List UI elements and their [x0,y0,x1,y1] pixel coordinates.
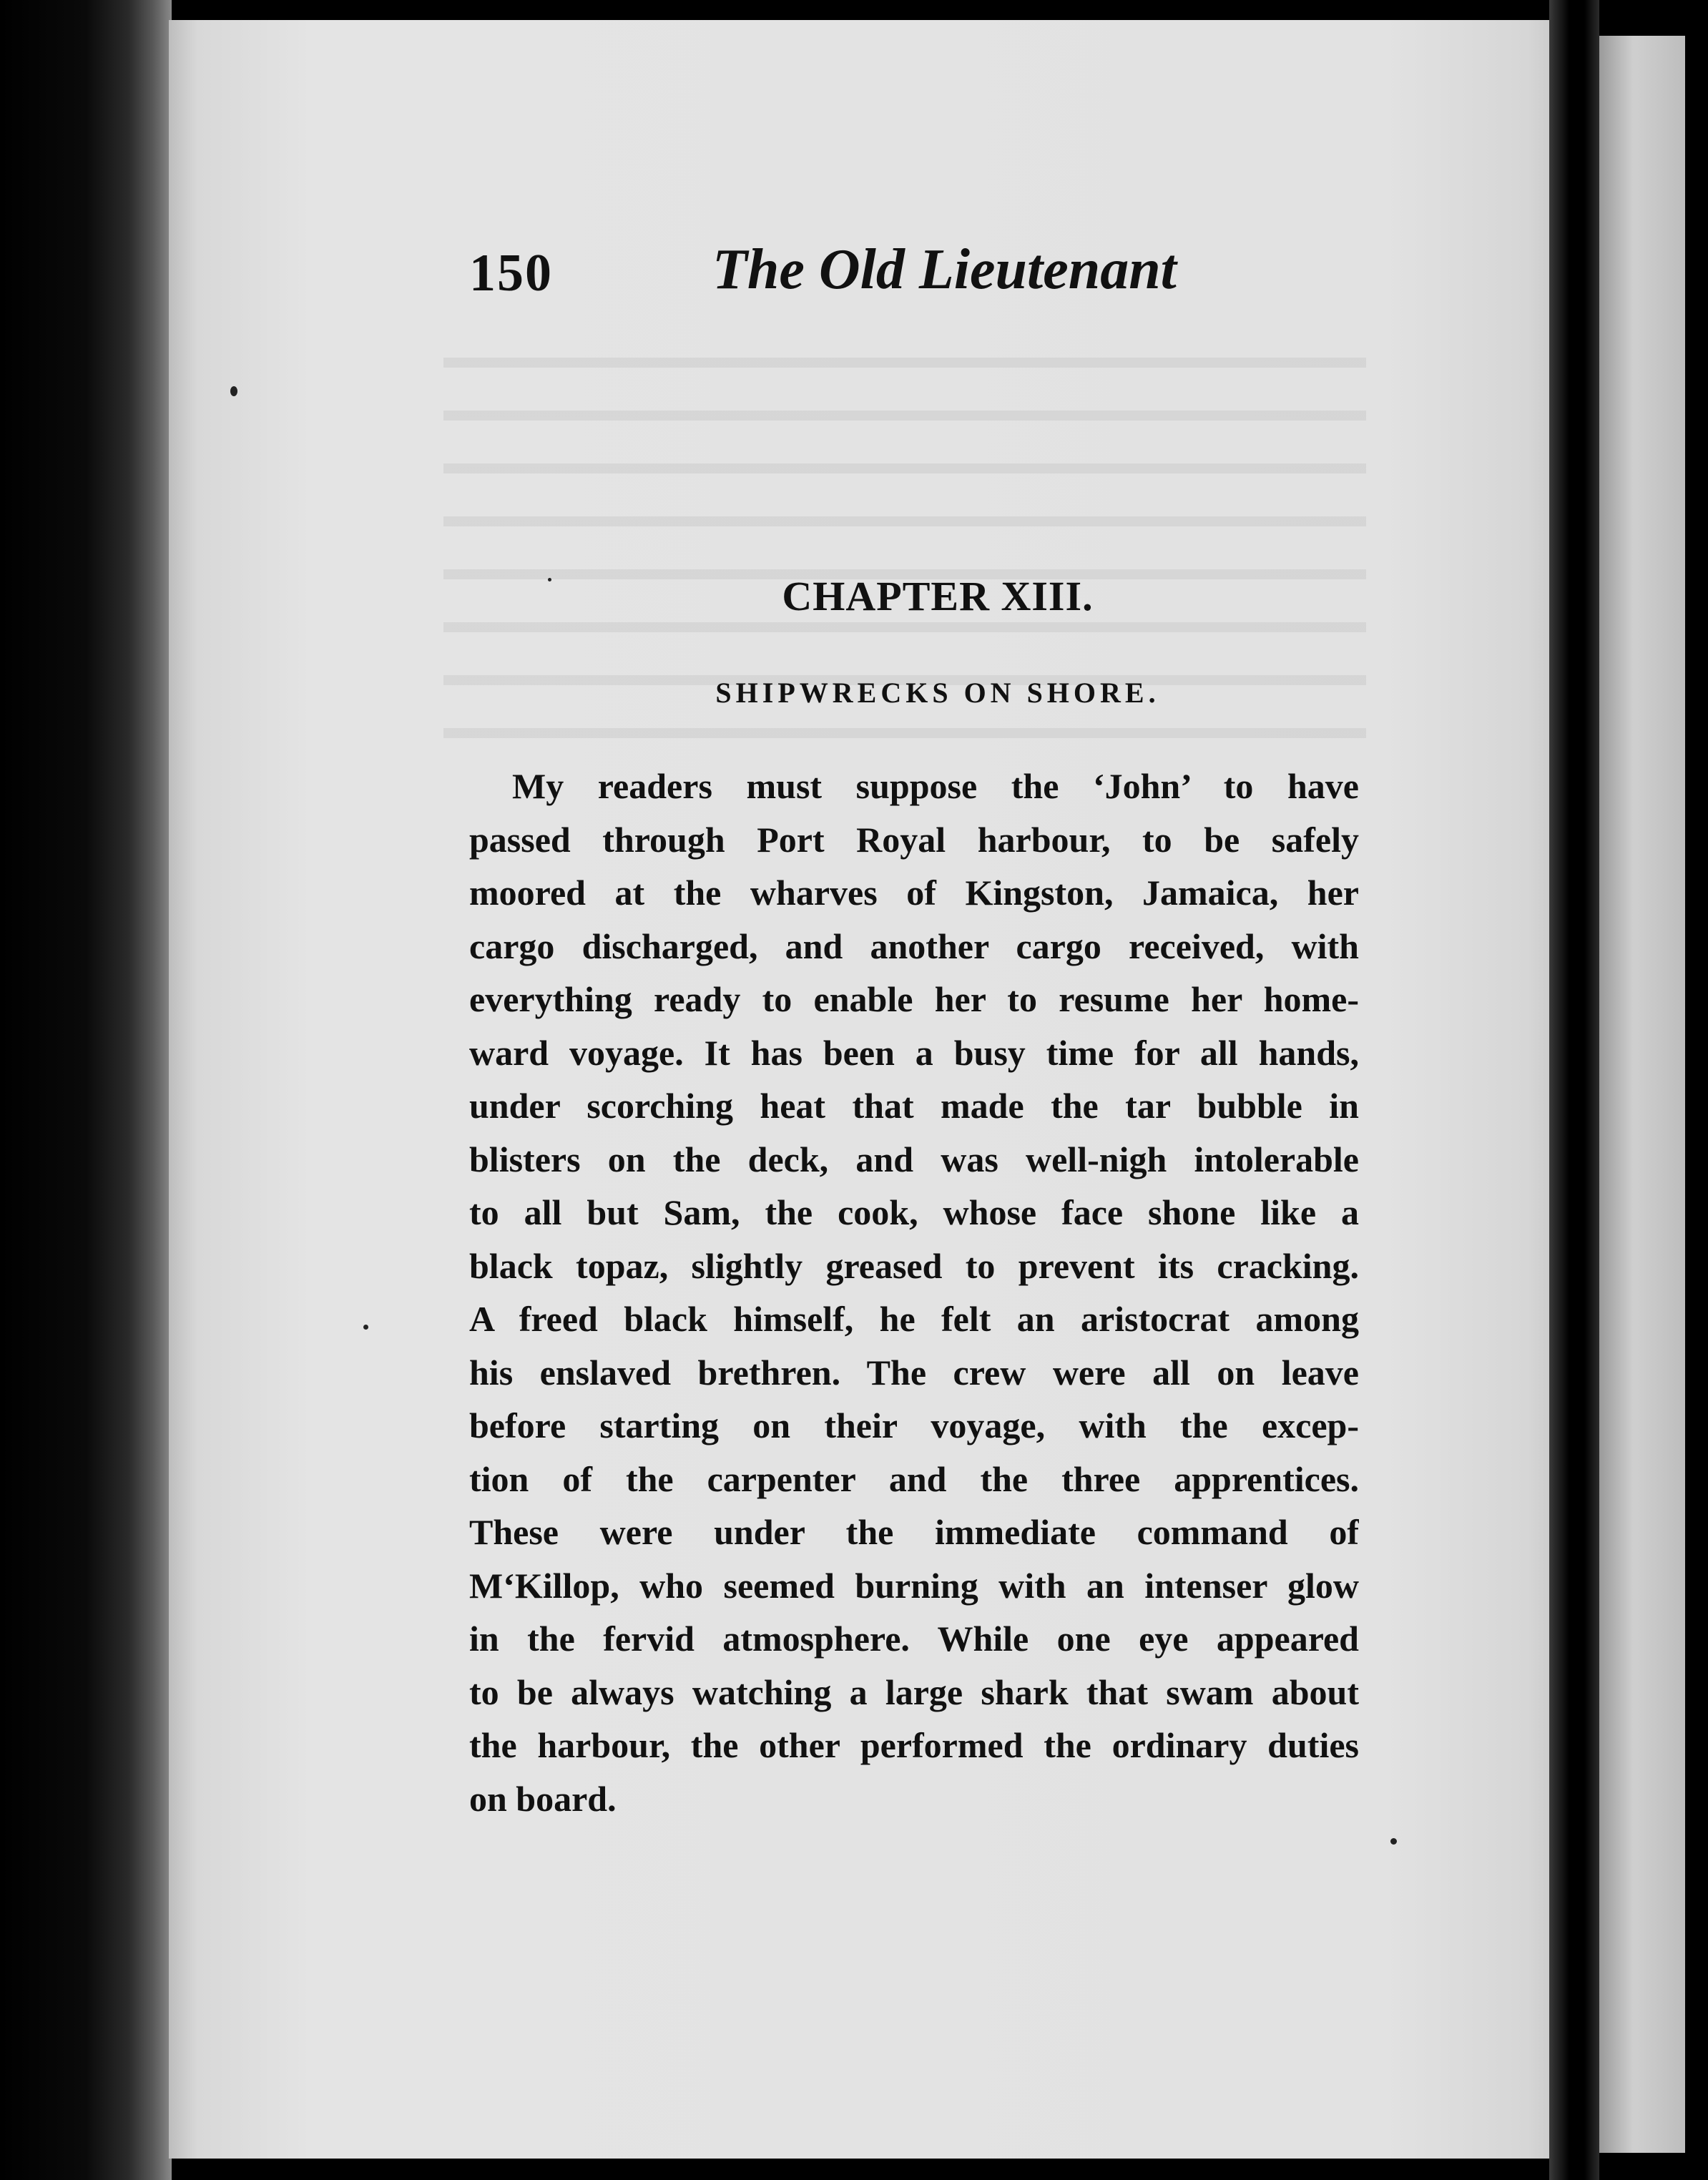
text-line: his enslaved brethren. The crew were all on leave [469,1352,1359,1393]
text-line: under scorching heat that made the tar bubble in [469,1086,1359,1126]
running-head [469,237,1184,316]
text-line: the harbour, the other performed the ordinary duties [469,1725,1359,1765]
text-line: black topaz, slightly greased to prevent its cracking. [469,1245,1359,1286]
text-line: cargo discharged, and another cargo received, with [469,925,1359,966]
text-line: ward voyage. It has been a busy time for all hands, [469,1032,1359,1073]
text-line: tion of the carpenter and the three apprentices. [469,1458,1359,1499]
text-line: everything ready to enable her to resume her home- [469,979,1359,1019]
chapter-heading: CHAPTER XIII. [782,573,1094,619]
text-line: in the fervid atmosphere. While one eye appeared [469,1619,1359,1659]
text-line: passed through Port Royal harbour, to be safely [469,819,1359,860]
ink-speck [230,386,237,396]
ink-speck [1390,1838,1397,1845]
text-line: M‘Killop, who seemed burning with an intenser glow [469,1565,1359,1606]
book-binding [0,0,172,2180]
body-paragraph [469,760,1359,1825]
page-number: 150 [469,244,553,303]
page-gutter [1549,0,1599,2180]
book-title: The Old Lieutenant [712,238,1177,301]
ink-speck [363,1325,368,1330]
scan-border [1685,0,1708,2180]
next-page-edge [1599,36,1685,2153]
text-line: My readers must suppose the ‘John’ to have [512,766,1359,806]
text-line: on board. [469,1778,617,1819]
text-line: blisters on the deck, and was well-nigh intolerable [469,1139,1359,1179]
text-line: moored at the wharves of Kingston, Jamaica, her [469,873,1359,913]
text-line: before starting on their voyage, with the excep- [469,1405,1359,1445]
text-line: to all but Sam, the cook, whose face shone like a [469,1192,1359,1232]
text-line: These were under the immediate command of [469,1512,1359,1552]
chapter-subtitle: SHIPWRECKS ON SHORE. [715,677,1160,709]
text-line: A freed black himself, he felt an aristocrat among [469,1299,1359,1339]
text-line: to be always watching a large shark that swam about [469,1671,1359,1712]
